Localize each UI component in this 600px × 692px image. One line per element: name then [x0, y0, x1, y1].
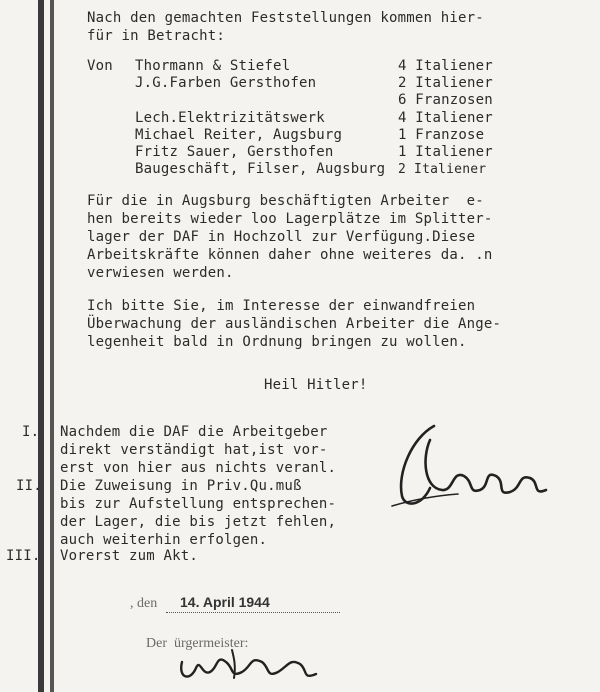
intro-line: Nach den gemachten Feststellungen kommen hier- [87, 10, 484, 26]
company-workers: 2 Italiener [398, 75, 493, 91]
stamp-date: 14. April 1944 [180, 594, 270, 610]
company-workers: 1 Italiener [398, 144, 493, 160]
from-label: Von [87, 58, 113, 74]
paragraph-line: legenheit bald in Ordnung bringen zu wollen. [87, 334, 467, 350]
binding-bar-left [38, 0, 44, 692]
note-line: auch weiterhin erfolgen. [60, 532, 268, 548]
mayor-signature [172, 632, 332, 690]
note-number: III. [6, 548, 41, 564]
note-line: Nachdem die DAF die Arbeitgeber [60, 424, 328, 440]
note-line: der Lager, die bis jetzt fehlen, [60, 514, 337, 530]
company-workers: 2 Italiener [398, 162, 487, 177]
company-name: Thormann & Stiefel [135, 58, 291, 74]
note-number: II. [16, 478, 42, 494]
handwritten-signature [372, 418, 562, 518]
binding-bar-right [50, 0, 54, 692]
paragraph-line: Ich bitte Sie, im Interesse der einwandfreien [87, 298, 476, 314]
paragraph-line: lager der DAF in Hochzoll zur Verfügung.Diese [87, 229, 476, 245]
company-name: Fritz Sauer, Gersthofen [135, 144, 334, 160]
company-workers: 6 Franzosen [398, 92, 493, 108]
company-workers: 4 Italiener [398, 58, 493, 74]
note-line: bis zur Aufstellung entsprechen- [60, 496, 337, 512]
stamp-place: , den [130, 596, 158, 611]
date-rule [166, 612, 340, 613]
company-name: Baugeschäft, Filser, Augsburg [135, 161, 386, 177]
note-number: I. [22, 424, 40, 440]
paragraph-line: verwiesen werden. [87, 265, 234, 281]
company-name: J.G.Farben Gersthofen [135, 75, 317, 91]
note-line: erst von hier aus nichts veranl. [60, 460, 337, 476]
note-line: direkt verständigt hat,ist vor- [60, 442, 328, 458]
closing-greeting: Heil Hitler! [264, 377, 368, 393]
company-name: Michael Reiter, Augsburg [135, 127, 343, 143]
note-line: Die Zuweisung in Priv.Qu.muß [60, 478, 302, 494]
company-name: Lech.Elektrizitätswerk [135, 110, 325, 126]
note-line: Vorerst zum Akt. [60, 548, 199, 564]
paragraph-line: hen bereits wieder loo Lagerplätze im Splitter- [87, 211, 493, 227]
company-workers: 4 Italiener [398, 110, 493, 126]
paragraph-line: Arbeitskräfte können daher ohne weiteres da. .n [87, 247, 493, 263]
stamp-title: Der ürgermeister: [146, 636, 249, 651]
company-workers: 1 Franzose [398, 127, 485, 143]
paragraph-line: Überwachung der ausländischen Arbeiter die Ange- [87, 316, 502, 332]
paragraph-line: Für die in Augsburg beschäftigten Arbeiter e- [87, 193, 484, 209]
intro-line: für in Betracht: [87, 28, 226, 44]
